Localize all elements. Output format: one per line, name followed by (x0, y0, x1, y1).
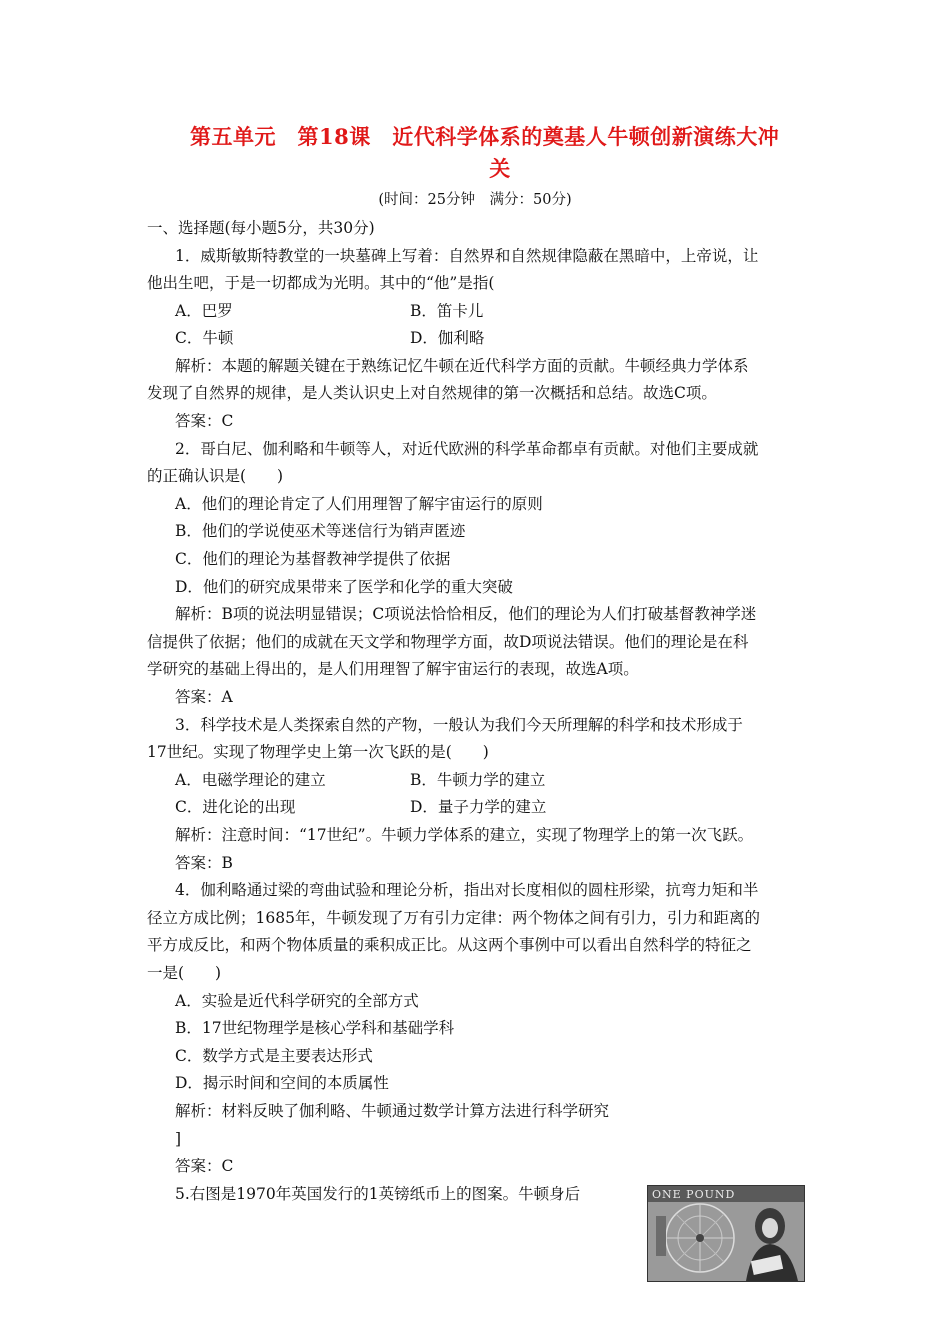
q4-option-a: A．实验是近代科学研究的全部方式 (175, 992, 419, 1010)
q3-analysis: 解析：注意时间：“17世纪”。牛顿力学体系的建立，实现了物理学上的第一次飞跃。 (175, 826, 754, 844)
q2-analysis-cont: 信提供了依据；他们的成就在天文学和物理学方面，故D项说法错误。他们的理论是在科 (147, 633, 749, 651)
q3-option-c: C．进化论的出现 (175, 798, 296, 816)
q3-stem: 3．科学技术是人类探索自然的产物，一般认为我们今天所理解的科学和技术形成于 (175, 716, 743, 734)
banknote-text: ONE POUND (652, 1188, 736, 1201)
q4-answer: 答案：C (175, 1157, 234, 1175)
q2-option-d: D．他们的研究成果带来了医学和化学的重大突破 (175, 578, 513, 596)
q3-option-d: D．量子力学的建立 (410, 798, 547, 816)
q2-analysis: 解析：B项的说法明显错误；C项说法恰恰相反，他们的理论为人们打破基督教神学迷 (175, 605, 757, 623)
title-line-1: 第五单元 第18课 近代科学体系的奠基人牛顿创新演练大冲 (190, 124, 780, 149)
q4-stem-cont-3: 一是( ) (147, 964, 222, 982)
q1-analysis: 解析：本题的解题关键在于熟练记忆牛顿在近代科学方面的贡献。牛顿经典力学体系 (175, 357, 749, 375)
q4-stem: 4．伽利略通过梁的弯曲试验和理论分析，指出对长度相似的圆柱形梁，抗弯力矩和半 (175, 881, 759, 899)
exam-info: (时间：25分钟 满分：50分) (378, 192, 572, 208)
q1-option-b: B．笛卡儿 (410, 302, 484, 320)
q1-stem: 1．威斯敏斯特教堂的一块墓碑上写着：自然界和自然规律隐蔽在黑暗中，上帝说，让 (175, 247, 759, 265)
q4-stem-cont: 径立方成比例；1685年，牛顿发现了万有引力定律：两个物体之间有引力，引力和距离的 (147, 909, 760, 927)
q4-option-c: C．数学方式是主要表达形式 (175, 1047, 373, 1065)
title-line-2: 关 (489, 156, 511, 181)
q2-stem-cont: 的正确认识是( ) (147, 467, 284, 485)
q4-option-b: B．17世纪物理学是核心学科和基础学科 (175, 1019, 455, 1037)
q4-option-d: D．揭示时间和空间的本质属性 (175, 1074, 389, 1092)
q1-answer: 答案：C (175, 412, 234, 430)
q3-answer: 答案：B (175, 854, 233, 872)
q2-option-b: B．他们的学说使巫术等迷信行为销声匿迹 (175, 522, 466, 540)
q3-stem-cont: 17世纪。实现了物理学史上第一次飞跃的是( ) (147, 743, 489, 761)
q5-stem: 5.右图是1970年英国发行的1英镑纸币上的图案。牛顿身后 (175, 1185, 581, 1203)
q3-option-b: B．牛顿力学的建立 (410, 771, 546, 789)
q1-option-c: C．牛顿 (175, 329, 234, 347)
q1-analysis-cont: 发现了自然界的规律，是人类认识史上对自然规律的第一次概括和总结。故选C项。 (147, 384, 717, 402)
q2-analysis-cont-2: 学研究的基础上得出的，是人们用理智了解宇宙运行的表现，故选A项。 (147, 660, 639, 678)
q2-answer: 答案：A (175, 688, 233, 706)
banknote-image (647, 1185, 805, 1282)
q4-analysis: 解析：材料反映了伽利略、牛顿通过数学计算方法进行科学研究 (175, 1102, 610, 1120)
q2-option-c: C．他们的理论为基督教神学提供了依据 (175, 550, 451, 568)
q1-option-a: A．巴罗 (175, 302, 233, 320)
q4-stray-bracket: ] (175, 1130, 182, 1148)
q1-stem-cont: 他出生吧，于是一切都成为光明。其中的“他”是指( (147, 274, 495, 292)
section-heading: 一、选择题(每小题5分，共30分) (147, 219, 375, 237)
q4-stem-cont-2: 平方成反比，和两个物体质量的乘积成正比。从这两个事例中可以看出自然科学的特征之 (147, 936, 752, 954)
q2-option-a: A．他们的理论肯定了人们用理智了解宇宙运行的原则 (175, 495, 543, 513)
q1-option-d: D．伽利略 (410, 329, 485, 347)
page-title (190, 121, 820, 185)
q2-stem: 2．哥白尼、伽利略和牛顿等人，对近代欧洲的科学革命都卓有贡献。对他们主要成就 (175, 440, 759, 458)
q3-option-a: A．电磁学理论的建立 (175, 771, 326, 789)
